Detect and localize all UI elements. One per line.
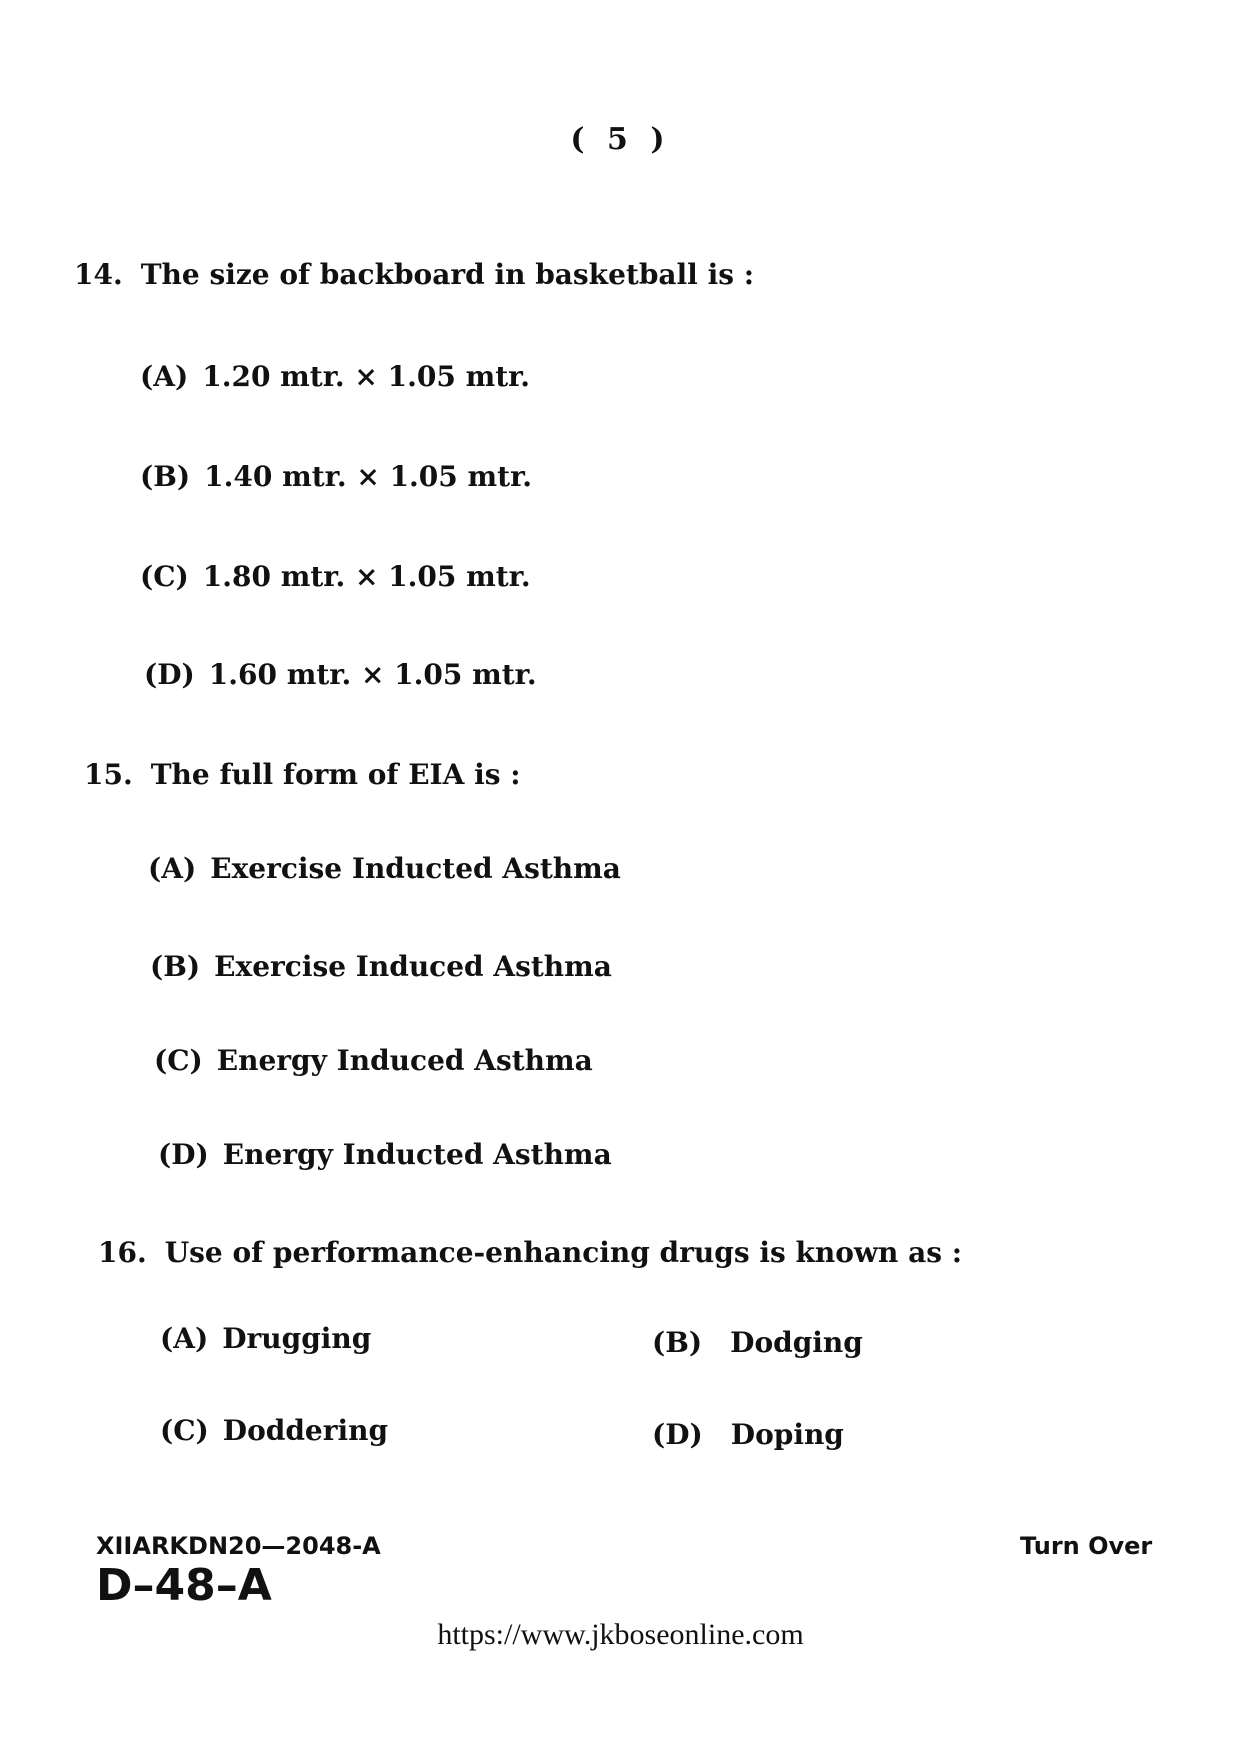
option-label: (D) xyxy=(158,1138,209,1171)
option-label: (A) xyxy=(140,360,189,393)
option-15-a xyxy=(148,852,621,885)
option-label: (B) xyxy=(652,1326,703,1359)
option-16-c xyxy=(160,1414,388,1447)
option-16-d xyxy=(652,1418,844,1451)
option-label: (D) xyxy=(144,658,195,691)
question-text: Use of performance-enhancing drugs is known as : xyxy=(164,1236,963,1269)
option-text: Drugging xyxy=(222,1322,372,1355)
page-number: ( 5 ) xyxy=(570,122,671,157)
option-14-b xyxy=(140,460,532,493)
option-15-c xyxy=(154,1044,593,1077)
question-number: 15. xyxy=(84,758,133,791)
option-text: Energy Inducted Asthma xyxy=(222,1138,612,1171)
option-label: (C) xyxy=(154,1044,203,1077)
option-text: Energy Induced Asthma xyxy=(216,1044,593,1077)
option-16-b xyxy=(652,1326,863,1359)
option-text: 1.40 mtr. × 1.05 mtr. xyxy=(204,460,532,493)
question-number: 16. xyxy=(98,1236,147,1269)
option-label: (A) xyxy=(160,1322,209,1355)
option-14-d xyxy=(144,658,537,691)
question-text: The size of backboard in basketball is : xyxy=(140,258,755,291)
question-paper-code: XIIARKDN20—2048-A xyxy=(96,1532,381,1560)
option-label: (C) xyxy=(160,1414,209,1447)
option-label: (B) xyxy=(140,460,191,493)
option-14-c xyxy=(140,560,531,593)
option-text: Doping xyxy=(730,1418,844,1451)
option-16-a xyxy=(160,1322,371,1355)
question-number: 14. xyxy=(74,258,123,291)
option-15-b xyxy=(150,950,612,983)
option-text: Exercise Inducted Asthma xyxy=(210,852,621,885)
question-15 xyxy=(84,758,521,791)
option-text: 1.80 mtr. × 1.05 mtr. xyxy=(202,560,531,593)
option-label: (B) xyxy=(150,950,201,983)
turn-over-note: Turn Over xyxy=(1020,1532,1153,1560)
option-text: 1.60 mtr. × 1.05 mtr. xyxy=(208,658,537,691)
question-14 xyxy=(74,258,754,291)
question-text: The full form of EIA is : xyxy=(150,758,521,791)
option-15-d xyxy=(158,1138,612,1171)
question-16 xyxy=(98,1236,962,1269)
option-text: Exercise Induced Asthma xyxy=(214,950,612,983)
option-text: 1.20 mtr. × 1.05 mtr. xyxy=(202,360,531,393)
option-text: Dodging xyxy=(730,1326,863,1359)
option-14-a xyxy=(140,360,530,393)
source-url: https://www.jkboseonline.com xyxy=(437,1618,804,1651)
option-label: (D) xyxy=(652,1418,703,1451)
option-label: (C) xyxy=(140,560,189,593)
paper-set-code: D–48–A xyxy=(96,1560,272,1611)
option-text: Doddering xyxy=(222,1414,389,1447)
option-label: (A) xyxy=(148,852,197,885)
